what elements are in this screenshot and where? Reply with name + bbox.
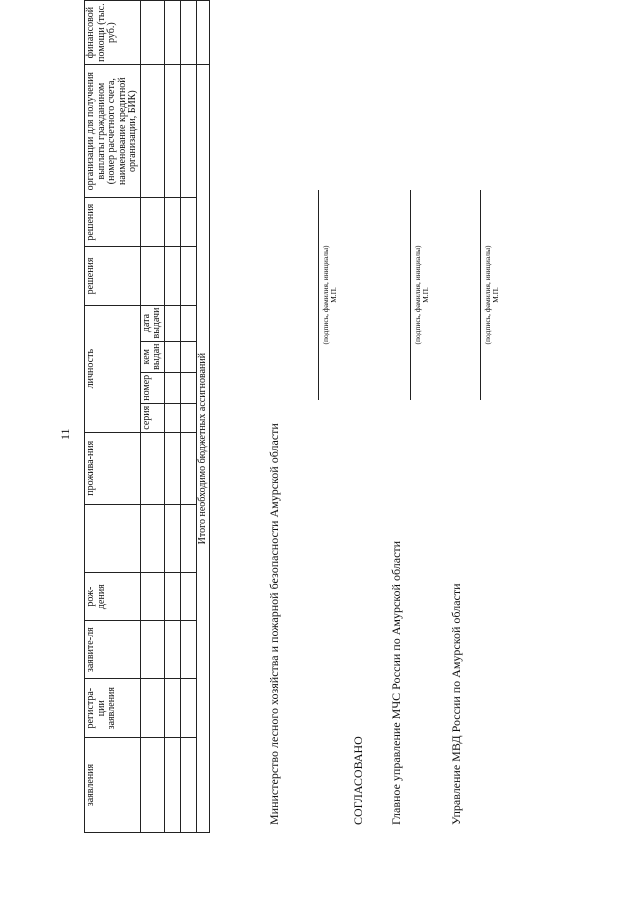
col-subheader: дата выдачи [140,305,164,341]
col-header: рож-дения [85,573,141,621]
table-subheader-row [140,1,164,833]
col-subheader: номер [140,372,164,403]
signature-caption: (подпись, фамилия, инициалы) М.П. [321,245,339,345]
ministry-name: Министерство лесного хозяйства и пожарной безопасности Амурской области [267,423,281,825]
col-header: заявления [85,738,141,833]
mvd-name: Управление МВД России по Амурской области [449,583,463,825]
col-header: регистра-ции заявления [85,679,141,738]
col-header: организации для получения выплаты гражданином (номер расчетного счета, наименование кредитной организации, БИК) [85,65,141,198]
col-subheader: серия [140,403,164,432]
col-header: прожива-ния [85,432,141,504]
col-header [85,504,141,572]
signature-caption: (подпись, фамилия, инициалы) М.П. [483,245,501,345]
col-header: решения [85,247,141,305]
signature-line [480,190,481,400]
col-subheader: кем выдан [140,341,164,372]
table-row [180,1,196,833]
mchs-name: Главное управление МЧС России по Амурской области [389,540,403,825]
table-header-row [85,1,141,833]
table-row [164,1,180,833]
signature-caption: (подпись, фамилия, инициалы) М.П. [413,245,431,345]
col-header: финансовой помощи (тыс. руб.) [85,1,141,65]
page-number: 11 [58,428,72,440]
col-group-header: личность [85,305,141,432]
col-header: заявите-ля [85,621,141,679]
col-header: решения [85,198,141,247]
data-table [84,0,210,833]
table-total-row [196,1,210,833]
signature-line [410,190,411,400]
approved-heading: СОГЛАСОВАНО [351,736,365,825]
total-label: Итого необходимо бюджетных ассигнований [196,65,210,833]
signature-line [318,190,319,400]
